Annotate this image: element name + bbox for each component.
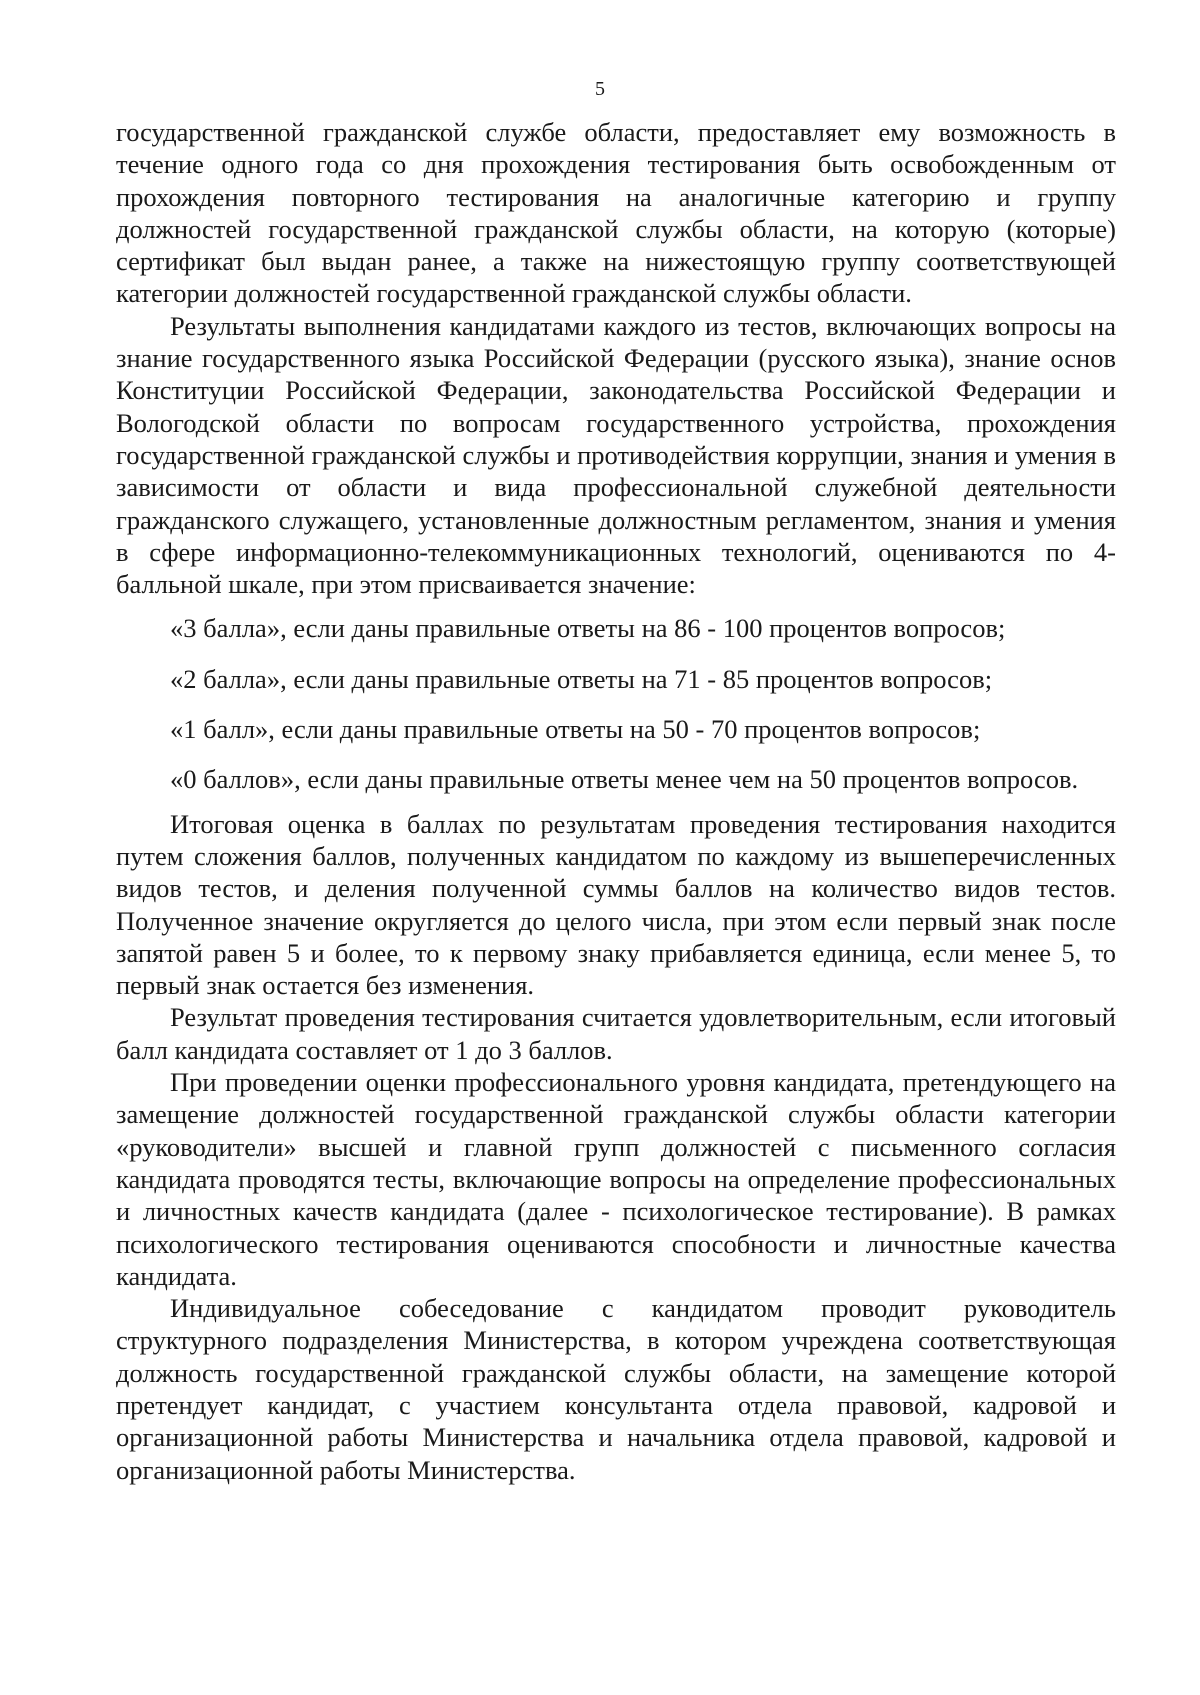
paragraph-continuation: государственной гражданской службе области, предоставляет ему возможность в течение одного года со дня прохождения тестирования быть освобожденным от прохождения повторного тестирования на аналогичные категорию и группу должностей государственной гражданской службы области, на которую (которые) сертификат был выдан ранее, а также на нижестоящую группу соответствующей категории должностей государственной гражданской службы области. bbox=[116, 117, 1116, 309]
score-item-0: «0 баллов», если даны правильные ответы менее чем на 50 процентов вопросов. bbox=[170, 764, 1079, 795]
page-number: 5 bbox=[595, 78, 605, 100]
score-item-1: «1 балл», если даны правильные ответы на 50 - 70 процентов вопросов; bbox=[170, 714, 981, 745]
paragraph-final-score: Итоговая оценка в баллах по результатам проведения тестирования находится путем сложения баллов, полученных кандидатом по каждому из вышеперечисленных видов тестов, и деления полученной суммы баллов на количество видов тестов. Полученное значение округляется до целого числа, при этом если первый знак после запятой равен 5 и более, то к первому знаку прибавляется единица, если менее 5, то первый знак остается без изменения. bbox=[116, 808, 1116, 1001]
paragraph-result-satisfactory: Результат проведения тестирования считается удовлетворительным, если итоговый балл кандидата составляет от 1 до 3 баллов. bbox=[116, 1002, 1116, 1065]
document-body bbox=[116, 116, 1116, 1486]
paragraph-test-results: Результаты выполнения кандидатами каждого из тестов, включающих вопросы на знание государственного языка Российской Федерации (русского языка), знание основ Конституции Российской Федерации, законодательства Российской Федерации и Вологодской области по вопросам государственного устройства, прохождения государственной гражданской службы и противодействия коррупции, знания и умения в зависимости от области и вида профессиональной служебной деятельности гражданского служащего, установленные должностным регламентом, знания и умения в сфере информационно-телекоммуникационных технологий, оцениваются по 4-балльной шкале, при этом присваивается значение: bbox=[116, 310, 1116, 600]
paragraph-individual-interview: Индивидуальное собеседование с кандидатом проводит руководитель структурного подразделения Министерства, в котором учреждена соответствующая должность государственной гражданской службы области, на замещение которой претендует кандидат, с участием консультанта отдела правовой, кадровой и организационной работы Министерства и начальника отдела правовой, кадровой и организационной работы Министерства. bbox=[116, 1293, 1116, 1485]
paragraph-psychological-testing: При проведении оценки профессионального уровня кандидата, претендующего на замещение должностей государственной гражданской службы области категории «руководители» высшей и главной групп должностей с письменного согласия кандидата проводятся тесты, включающие вопросы на определение профессиональных и личностных качеств кандидата (далее - психологическое тестирование). В рамках психологического тестирования оцениваются способности и личностные качества кандидата. bbox=[116, 1067, 1116, 1291]
score-item-3: «3 балла», если даны правильные ответы на 86 - 100 процентов вопросов; bbox=[170, 613, 1006, 644]
score-item-2: «2 балла», если даны правильные ответы на 71 - 85 процентов вопросов; bbox=[170, 663, 993, 694]
